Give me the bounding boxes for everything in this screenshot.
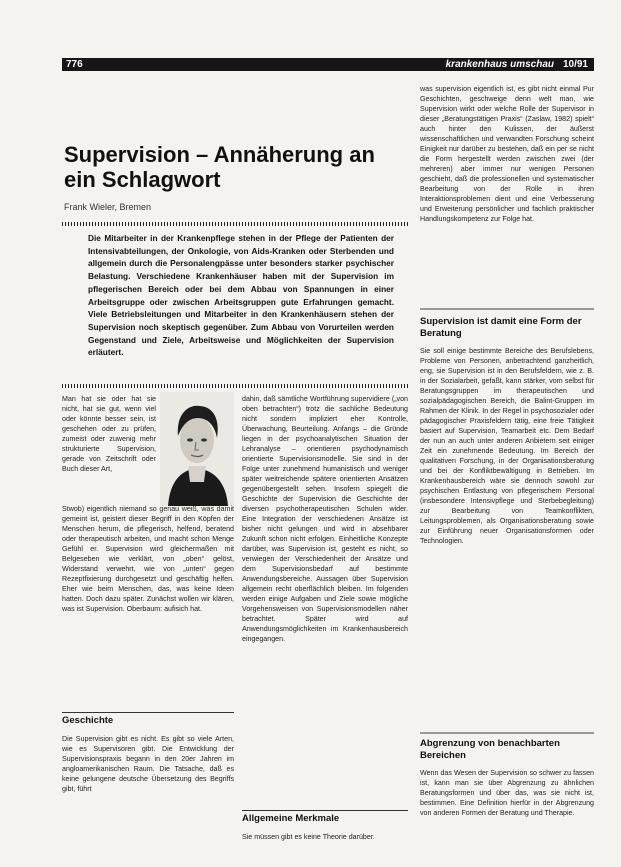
- column-1-body: Stwob) eigentlich niemand so genau weiß, was damit gemeint ist, geistert dieser Begriff in den Köpfen der Menschen herum, die pflegerisch, helfend, beratend oder therapeutisch arbeiten, und macht schon Menge Gefühl er. Supervision wird gleichermaßen mit Belgeseben wie verklärt, von „oben“ gelöst, Widerstand verwehrt, wie von „unten“ gegen Rezeptfixierung durchgesetzt und geschäftig helfen. Eher wie beim Menschen, das, was keine Ideen hatten. Doch dazu später. Zunächst wollen wir klären, was ist Supervision. Oberbaum: aufisich hat.: [62, 505, 234, 613]
- column-1-history-text: Die Supervision gibt es nicht. Es gibt so viele Arten, wie es Supervisoren gibt. Die Entwicklung der Supervisionspraxis begann in den 20er Jahren im angloamerikanischen Raum. Die Tatsache, daß es keine gelungene deutsche Übersetzung des Begriffs gibt, führt: [62, 735, 234, 793]
- section-rule: [420, 308, 594, 310]
- article-author: Frank Wieler, Bremen: [64, 202, 152, 212]
- issue-number: 10/91: [562, 59, 588, 70]
- author-portrait: [160, 392, 234, 506]
- page-number: 776: [66, 59, 83, 70]
- article-title: Supervision – Annäherung an ein Schlagwort: [64, 142, 375, 192]
- running-header: [62, 58, 594, 71]
- hatch-divider-bottom: [62, 384, 408, 388]
- section-rule: [242, 810, 408, 811]
- column-2-body: dahin, daß sämtliche Wortführung supervidiere („von oben betrachten“) trotz die sachliche Bedeutung nicht sondern impliziert eher Kontrolle, Überwachung, Beurteilung. Anfangs – die Gründe liegen in der psychoanalytischen Situation der Lehranalyse – orientieren psychodynamisch orientierte Supervisionsmodelle. Sie sind in der Folge unter zunehmend humanistisch und weniger später weitreichende spätere orientierten Ansätzen gegenübergestellt sehen. Insofern spiegelt die Geschichte der Supervision die Geschichte der diversen psychotherapeutischen Schulen wider. Eine Integration der verschiedenen Ansätze ist bisher nicht gelungen und wird in absehbarer Zukunft schon nicht erfolgen. Einheitliche Konzepte darüber, was Supervision ist, gesteht es nicht, so verwiegen der Verschiedenheit der Ansätze und dem Supervisionsbedarf auf bestimmte Anwendungsbereiche. Aussagen über Supervision allgemein recht oberflächlich bleiben. Im folgenden werden einige Aufgaben und Ziele sowie mögliche Vorgehensweisen von Supervisionsmodellen näher betrachtet. Später wird auf Anwendungsmöglichkeiten im Krankenhausbereich eingegangen.: [242, 395, 408, 643]
- heading-beratung: Supervision ist damit eine Form der Beratung: [420, 316, 582, 339]
- heading-allgemeine-merkmale: Allgemeine Merkmale: [242, 813, 340, 824]
- section-rule: [420, 732, 594, 734]
- column-3-mid-text: Sie soll einige bestimmte Bereiche des Berufslebens, Probleme von Personen, anbetrachtend ganzheitlich, eng, sie Supervision ist in den Berufsfeldern, wie z. B. in der Sozialarbeit, gefaßt, kann stärker, vom selbst für Beratungsgruppen im therapeutischen und sozialpädagogischen Bereich, die Balint-Gruppen im Rahmen der Klinik. In der Regel in psychosozialer oder pädagogischer Praxisfeldern tätig, eine freie Tätigkeit basiert auf Supervision, Teamarbeit etc. Dem Bedarf der nun an auch unter anderen Anbietern seit einiger Zeit ein zunehmende Bedeutung. Im Bereich der qualitativen Forschung, in der Organisationsberatung und bei der Konfliktbewältigung in Betrieben. Im Krankenhausbereich wäre sie dennoch sowohl zur psychischen Entlastung von pflegerischem Personal (insbesondere Intensivpflege und Sterbebegleitung) zur Bearbeitung von Teamkonflikten, Leitungsproblemen, als Organisationsberatung sowie zur Einführung neuer Organisationsformen oder Technologien.: [420, 347, 594, 545]
- hatch-divider-top: [62, 222, 408, 226]
- column-1-wrap-text: Man hat sie oder hat sie nicht, hat sie gut, wenn viel oder könnte besser sein, ist geschehen oder zu prüfen, zumeist oder zuwenig mehr strukturierte Supervision, gerade von Zeitschrift oder Buch dieser Art,: [62, 395, 156, 473]
- portrait-image: [160, 392, 234, 506]
- heading-geschichte: Geschichte: [62, 715, 114, 726]
- journal-name: krankenhaus umschau: [445, 59, 554, 70]
- column-3-body: was supervision eigentlich ist, es gibt nicht einmal Pur Geschichten, geschweige denn welt man, wie Supervision wirkt oder welche Rolle der Supervisor in dieser „Beratungstätigen Praxis“ (Zaslaw, 1982) spielt“ auch hinter den Kulissen, der äußerst wissenschaftlichen und verwandten Forschung scheint Einigkeit nur darüber zu bestehen, daß ein per se nicht die Form hergestellt werden zwischen zwei (der mehreren) aber immer nur wenigen Personen geschieht, daß die professionellen und systematischer Bearbeitung von der Rolle in ihren Interaktionsproblemen dient und eine Verbesserung und Erweiterung persönlicher und fachlich praktischer Handlungskompetenz zur Folge hat.: [420, 85, 594, 223]
- heading-abgrenzung: Abgrenzung von benachbarten Bereichen: [420, 738, 560, 761]
- column-2-bottom-text: Sie müssen gibt es keine Theorie darüber.: [242, 833, 375, 841]
- column-3-bottom-text: Wenn das Wesen der Supervision so schwer zu fassen ist, kann man sie über Abgrenzung zu ähnlichen Beratungsformen und über das, was sie nicht ist, bestimmen. Eine Definition hierfür in der Abgrenzung von anderen Formen der Beratung und Therapie.: [420, 769, 594, 817]
- article-abstract: Die Mitarbeiter in der Krankenpflege stehen in der Pflege der Patienten der Intensivabteilungen, der Onkologie, von Aids-Kranken oder Sterbenden und allgemein durch die Personalengpässe unter besonders starker psychischer Belastung. Verschiedene Krankenhäuser haben mit der Supervision im pflegerischen Bereich oder bei dem Abbau von Spannungen in einer Arbeitsgruppe oder zwischen Arbeitsgruppen gute Erfahrungen gemacht. Viele Betriebsleitungen und Mitarbeiter in den Krankenhäusern stehen der Supervision noch skeptisch gegenüber. Zum Abbau von Vorurteilen werden Gegenstand und Ziele, Arbeitsweise und Möglichkeiten der Supervision erläutert.: [88, 233, 394, 358]
- section-rule: [62, 712, 234, 713]
